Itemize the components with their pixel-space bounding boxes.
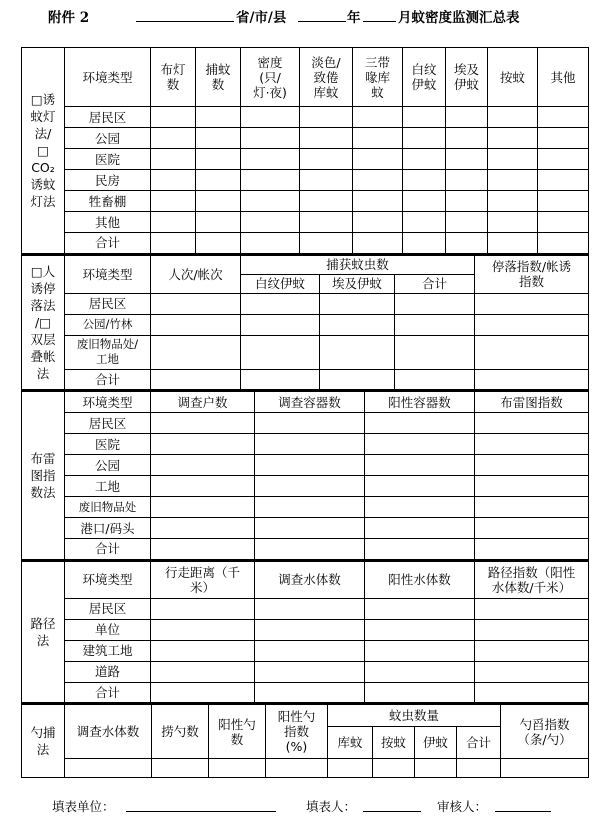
attachment-label: 附件 2 [48,10,90,26]
col-catch-count: 捕蚊 数 [196,48,241,107]
row-label-waste: 废旧物品处/ 工地 [65,335,151,369]
year-blank[interactable] [363,21,396,22]
row-label: 港口/码头 [65,518,151,539]
row-label: 牲畜棚 [65,191,151,212]
col-positive-water: 阳性水体数 [365,561,475,598]
row-label: 民房 [65,170,151,191]
col-aedes-aegypti: 埃及 伊蚊 [446,48,488,107]
section-human-landing [21,255,589,392]
row-label: 居民区 [65,413,151,434]
row-label-total: 合计 [65,369,151,390]
col-route-index: 路径指数（阳性 水体数/千米） [475,561,589,598]
col-landing-index: 停落指数/帐诱 指数 [475,255,589,293]
col-catch-group: 捕获蚊虫数 [241,255,475,274]
col-other: 其他 [538,48,589,107]
col-env-type: 环境类型 [65,392,151,413]
row-label: 工地 [65,476,151,497]
col-breteau-index: 布雷图指数 [475,392,589,413]
form-header [0,0,606,36]
year-label: 年 [347,10,361,26]
col-total: 合计 [457,727,501,759]
col-aedes-albopictus: 白纹伊蚊 [241,274,320,293]
col-aedes: 伊蚊 [415,727,457,759]
col-water-bodies: 调查水体数 [65,705,152,759]
col-env-type: 环境类型 [65,255,151,293]
col-density: 密度 (只/ 灯·夜) [241,48,300,107]
reviewer-blank[interactable] [495,811,551,812]
col-culex-pipiens: 淡色/ 致倦 库蚊 [300,48,353,107]
county-blank[interactable] [298,21,346,22]
row-label: 道路 [65,661,151,682]
col-anopheles: 按蚊 [373,727,415,759]
province-blank[interactable] [136,21,234,22]
col-aedes-aegypti: 埃及伊蚊 [320,274,395,293]
col-person-times: 人次/帐次 [151,255,241,293]
row-label-total: 合计 [65,539,151,560]
col-households: 调查户数 [151,392,255,413]
col-aedes-albopictus: 白纹 伊蚊 [403,48,446,107]
col-ladle-index: 勺舀指数 （条/勺） [501,705,589,759]
section-ladle-method [21,704,589,778]
col-anopheles: 按蚊 [488,48,538,107]
col-ladles: 捞勺数 [152,705,209,759]
row-label: 单位 [65,619,151,640]
col-containers: 调查容器数 [255,392,365,413]
section4-label: 路径 法 [22,561,65,703]
row-label: 建筑工地 [65,640,151,661]
filler-label: 填表人： [306,799,357,814]
section2-label: □人 诱停 落法 /□ 双层 叠帐 法 [22,255,65,390]
col-culex-tritaeniorhynchus: 三带 喙库 蚊 [353,48,403,107]
row-label: 公园 [65,128,151,149]
section-route-index [21,561,589,705]
row-label: 居民区 [65,107,151,128]
reviewer-label: 审核人： [437,799,488,814]
survey-table [21,47,589,778]
col-mosquito-count-group: 蚊虫数量 [328,705,501,727]
section-lamp-trap [21,47,589,255]
row-label: 居民区 [65,293,151,314]
col-positive-ladles: 阳性勺 数 [209,705,266,759]
col-lamp-count: 布灯 数 [151,48,196,107]
unit-label: 填表单位： [52,799,115,814]
section1-label: □诱 蚊灯 法/ □ CO₂ 诱蚊 灯法 [22,48,65,254]
unit-blank[interactable] [126,811,276,812]
filler-blank[interactable] [363,811,421,812]
row-label: 医院 [65,434,151,455]
row-label-total: 合计 [65,233,151,254]
section-breteau-index [21,391,589,561]
section3-label: 布雷 图指 数法 [22,392,65,560]
row-label: 废旧物品处 [65,497,151,518]
form-title: 月蚊密度监测汇总表 [398,10,520,26]
col-env-type: 环境类型 [65,48,151,107]
col-positive-ladle-index: 阳性勺 指数 (%) [266,705,328,759]
row-label: 其他 [65,212,151,233]
col-env-type: 环境类型 [65,561,151,598]
row-label: 公园/竹林 [65,314,151,335]
col-walk-distance: 行走距离（千 米） [151,561,255,598]
province-suffix: 省/市/县 [236,10,287,26]
section5-label: 勺捕 法 [22,705,65,778]
row-label: 医院 [65,149,151,170]
col-total: 合计 [395,274,475,293]
col-positive-containers: 阳性容器数 [365,392,475,413]
col-water-bodies: 调查水体数 [255,561,365,598]
row-label: 居民区 [65,598,151,619]
col-culex: 库蚊 [328,727,373,759]
row-label-total: 合计 [65,682,151,703]
row-label: 公园 [65,455,151,476]
